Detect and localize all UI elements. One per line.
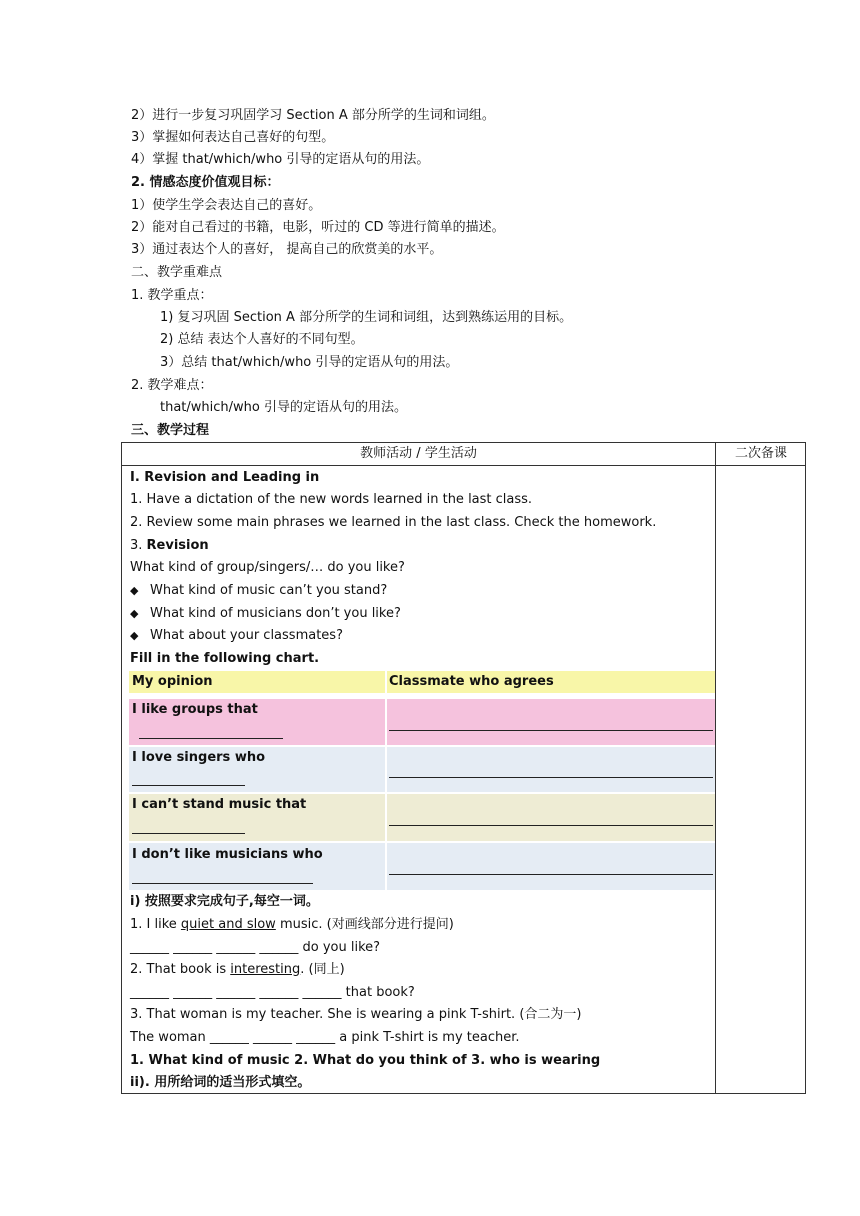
objective-line-3: 3）掌握如何表达自己喜好的句型。 [131,130,335,145]
step-revision-number: 3. [130,538,147,553]
q2-prefix: 2. That book is [130,962,231,977]
step-dictation: 1. Have a dictation of the new words learned in the last class. [130,492,533,507]
objective-line-2: 2）进行一步复习巩固学习 Section A 部分所学的生词和词组。 [131,108,495,123]
process-heading: 三、教学过程 [131,423,210,438]
chart-row-singers-classmate [387,747,715,792]
answer-blank [132,785,245,786]
chart-row-music-text: I can’t stand music that [132,797,307,812]
q1-prefix: 1. I like [130,917,181,932]
chart-row-groups-text: I like groups that [132,702,258,717]
question-music-text: What kind of music can’t you stand? [150,583,388,598]
chart-header-opinion-label: My opinion [132,674,213,689]
diamond-bullet-icon: ◆ [130,629,139,642]
opinion-chart [129,671,715,890]
diamond-bullet-icon: ◆ [130,607,139,620]
chart-row-groups-classmate [387,699,715,745]
answer-blank [132,883,313,884]
chart-row-music-classmate [387,794,715,841]
difficulty-heading: 2. 教学难点： [131,378,213,393]
header-activities: 教师活动 / 学生活动 [360,446,477,461]
chart-row-music-opinion [129,794,385,841]
answer-blank [389,825,713,826]
lesson-table [121,442,806,1094]
answer-blank [389,730,713,731]
attitude-line-3: 3）通过表达个人的喜好， 提高自己的欣赏美的水平。 [131,242,443,257]
focus-line-1: 1) 复习巩固 Section A 部分所学的生词和词组，达到熟练运用的目标。 [160,310,573,325]
chart-row-singers-opinion [129,747,385,792]
question-musicians-text: What kind of musicians don’t you like? [150,606,401,621]
exercise-q2-answer: ______ ______ ______ ______ ______ that book? [130,985,415,1000]
exercise-q2 [130,959,345,981]
section-revision-title: I. Revision and Leading in [130,470,320,485]
chart-row-musicians-classmate [387,843,715,890]
answer-blank [139,738,283,739]
answer-blank [389,777,713,778]
attitude-heading: 2. 情感态度价值观目标： [131,175,280,190]
exercise-i-heading: i) 按照要求完成句子,每空一词。 [130,894,319,909]
step-revision [130,535,209,557]
answer-key: 1. What kind of music 2. What do you think of 3. who is wearing [130,1053,601,1068]
chart-instruction: Fill in the following chart. [130,651,320,666]
question-classmates-text: What about your classmates? [150,628,343,643]
exercise-q1-answer: ______ ______ ______ ______ do you like? [130,940,381,955]
q2-suffix: . (同上) [300,962,345,977]
chart-header-classmate [387,671,715,693]
exercise-ii-heading: ii). 用所给词的适当形式填空。 [130,1075,311,1090]
exercise-q3: 3. That woman is my teacher. She is wearing a pink T-shirt. (合二为一) [130,1007,582,1022]
question-group: What kind of group/singers/… do you like? [130,560,405,575]
question-music [130,580,387,602]
difficulty-line: that/which/who 引导的定语从句的用法。 [160,400,407,415]
chart-row-musicians-opinion [129,843,385,890]
focus-heading: 1. 教学重点： [131,288,213,303]
key-points-heading: 二、教学重难点 [131,265,223,280]
focus-line-3: 3）总结 that/which/who 引导的定语从句的用法。 [160,355,459,370]
objective-line-4: 4）掌握 that/which/who 引导的定语从句的用法。 [131,152,430,167]
chart-row-musicians-text: I don’t like musicians who [132,847,323,862]
chart-header-opinion [129,671,385,693]
question-classmates [130,625,343,647]
attitude-line-1: 1）使学生学会表达自己的喜好。 [131,198,322,213]
answer-blank [132,833,245,834]
exercise-q1 [130,914,454,936]
question-musicians [130,603,401,625]
q1-suffix: music. (对画线部分进行提问) [275,917,454,932]
q2-underlined: interesting [230,962,301,977]
chart-row-groups-opinion [129,699,385,745]
attitude-line-2: 2）能对自己看过的书籍，电影，听过的 CD 等进行简单的描述。 [131,220,505,235]
column-divider [715,443,716,1093]
step-revision-label: Revision [146,538,209,553]
exercise-q3-answer: The woman ______ ______ ______ a pink T-shirt is my teacher. [130,1030,520,1045]
header-second-prep: 二次备课 [734,446,787,461]
answer-blank [389,874,713,875]
q1-underlined: quiet and slow [180,917,276,932]
chart-row-singers-text: I love singers who [132,750,266,765]
header-divider [122,465,805,466]
step-review: 2. Review some main phrases we learned in the last class. Check the homework. [130,515,657,530]
focus-line-2: 2) 总结 表达个人喜好的不同句型。 [160,332,364,347]
diamond-bullet-icon: ◆ [130,584,139,597]
chart-header-classmate-label: Classmate who agrees [389,674,554,689]
